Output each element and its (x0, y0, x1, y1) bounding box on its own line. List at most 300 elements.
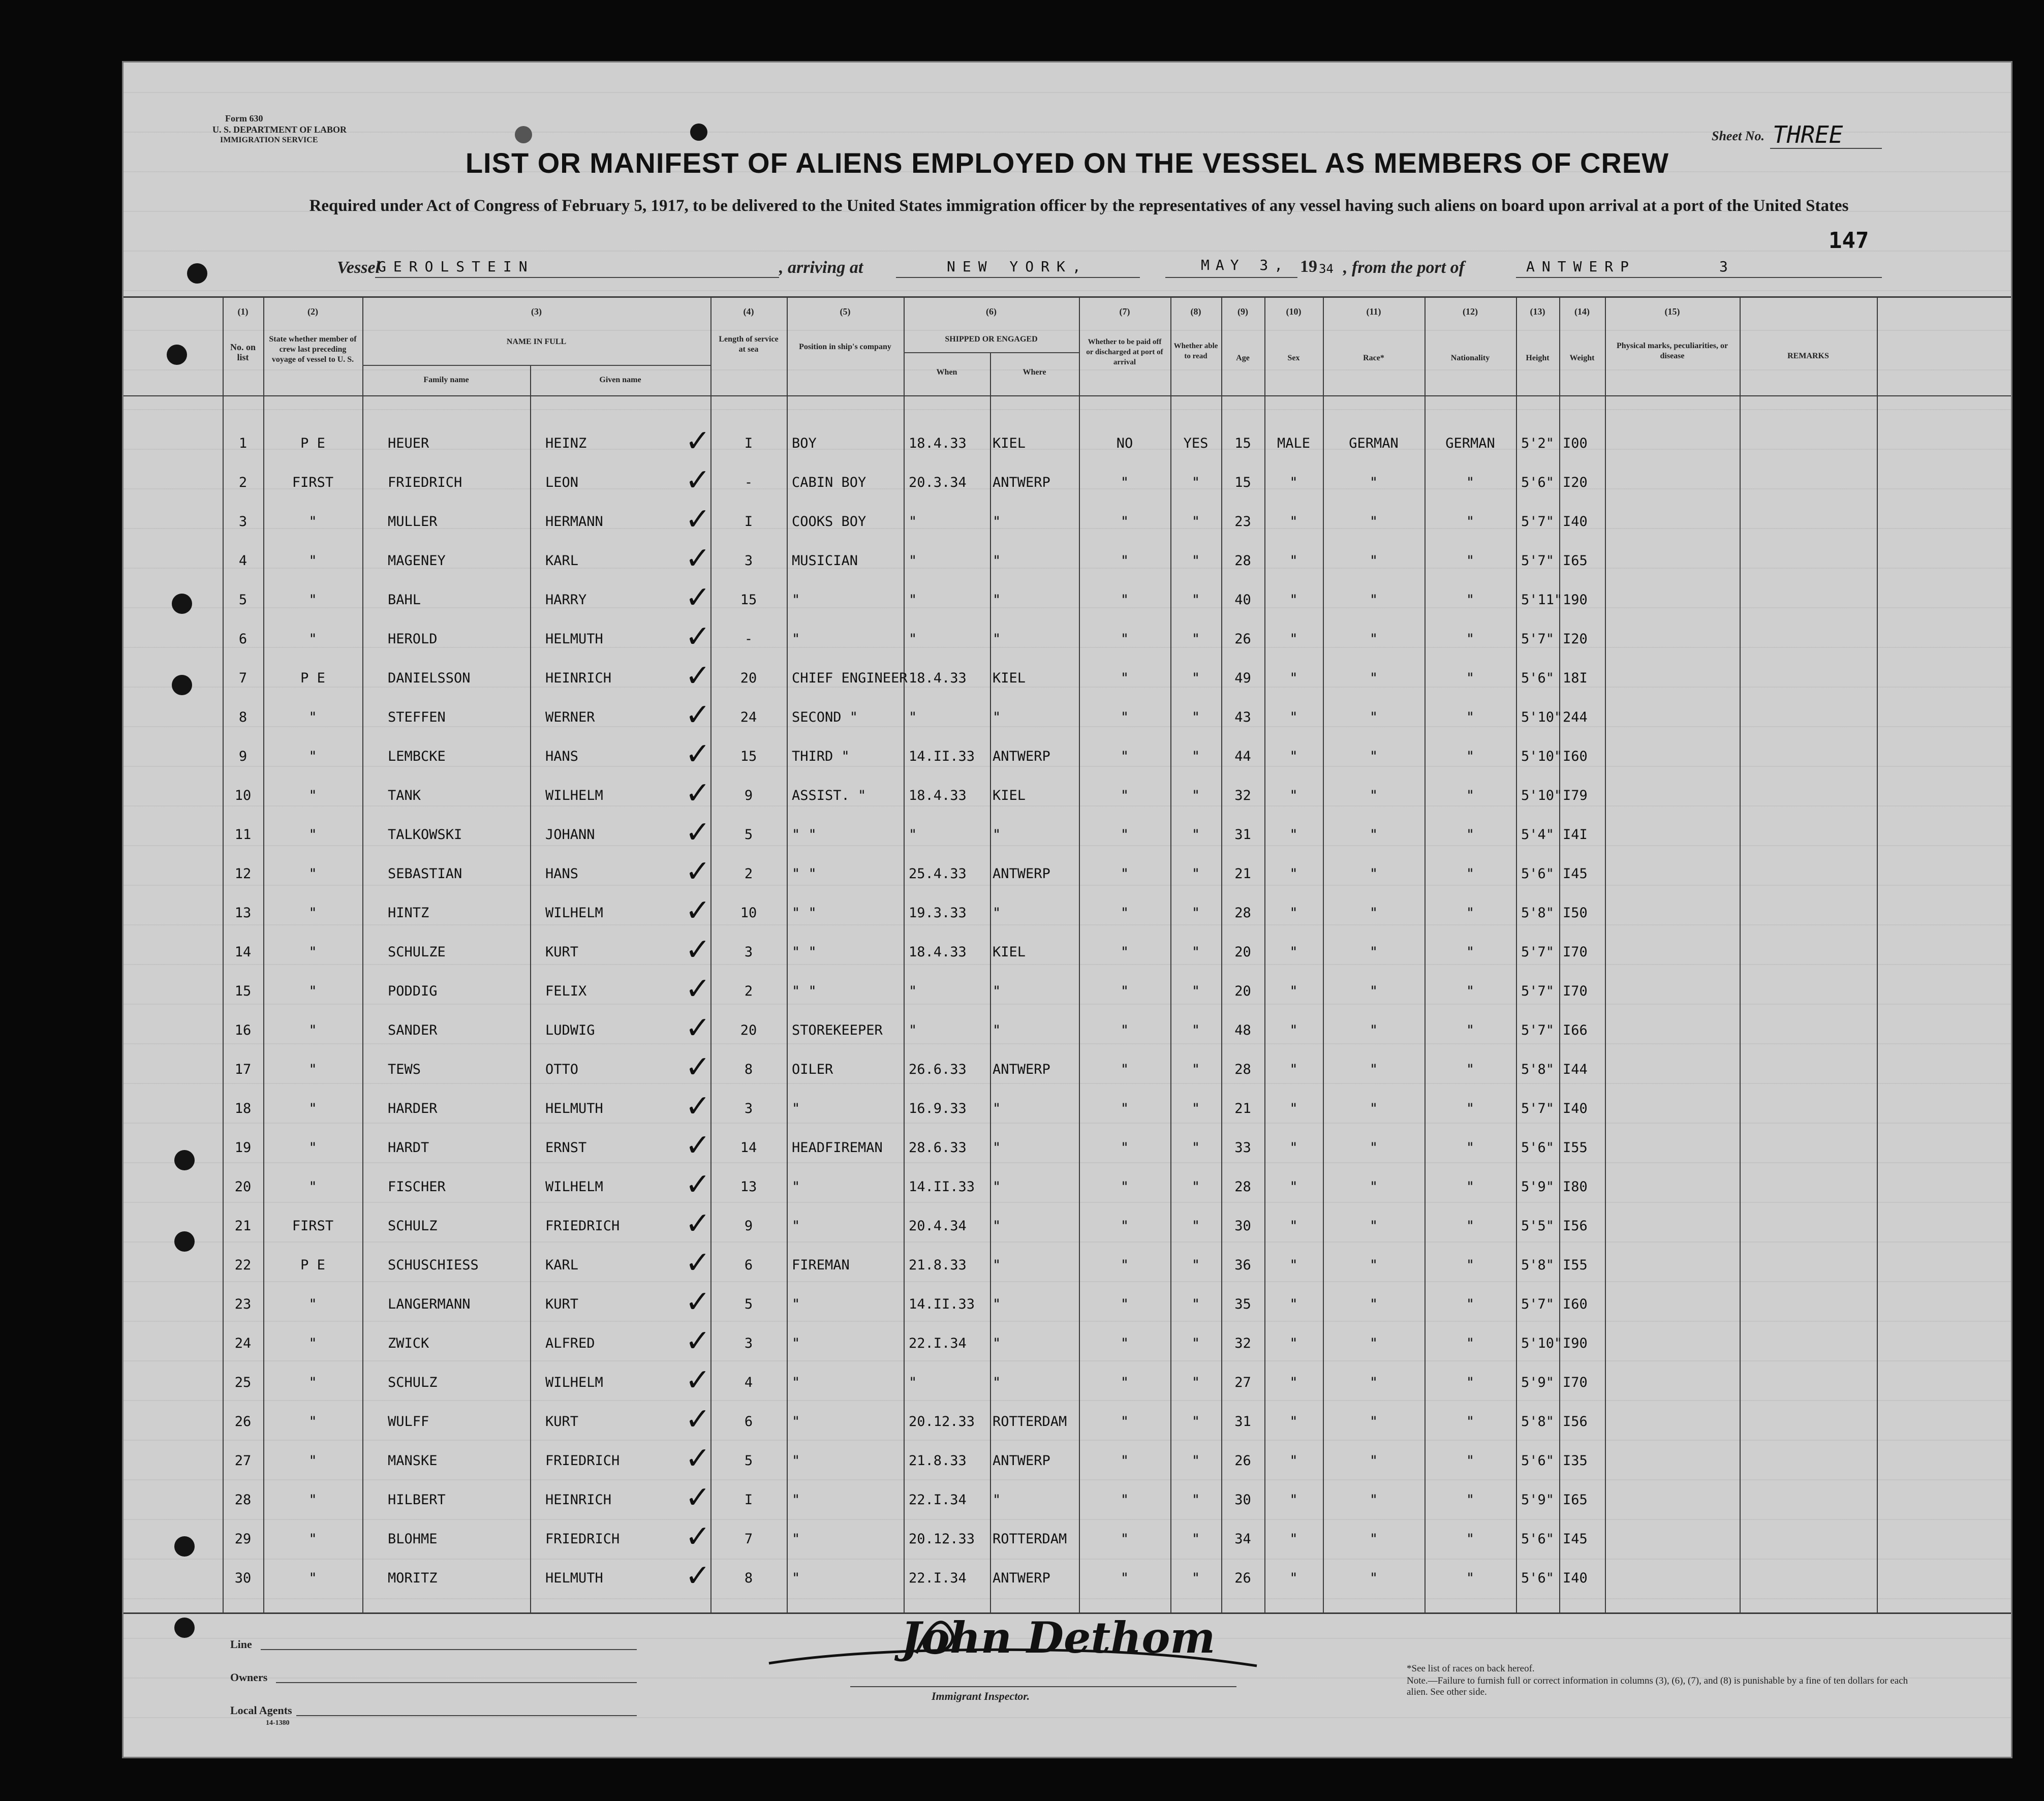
shipped-when-cell: 21.8.33 (909, 1257, 967, 1273)
paid-off-cell: " (1120, 1453, 1129, 1469)
penalty-note: Note.—Failure to furnish full or correct information in columns (3), (6), (7), and (8) is punishable by a fine of ten dollars for each alien. See other side. (1407, 1675, 1908, 1697)
from-port-underline (1516, 277, 1882, 278)
height-cell: 5'4" (1521, 827, 1555, 843)
family-name-cell: TANK (388, 788, 421, 803)
given-name-cell: JOHANN (545, 827, 595, 843)
position-cell: " (792, 1453, 800, 1469)
able-to-read-cell: " (1191, 905, 1200, 921)
family-name-cell: WULFF (388, 1414, 429, 1430)
race-cell: " (1369, 1492, 1378, 1508)
position-cell: " " (792, 866, 817, 882)
paid-off-cell: " (1120, 1140, 1129, 1156)
check-mark-icon: ✓ (685, 423, 711, 459)
position-cell: THIRD " (792, 749, 850, 764)
crew-status-cell: " (308, 749, 317, 764)
shipped-where-cell: ANTWERP (993, 1062, 1050, 1077)
check-mark-icon: ✓ (685, 462, 711, 498)
race-cell: " (1369, 1179, 1378, 1195)
height-cell: 5'8" (1521, 1062, 1555, 1077)
age-cell: 34 (1234, 1531, 1251, 1547)
able-to-read-cell: " (1191, 788, 1200, 803)
nationality-cell: " (1466, 514, 1475, 530)
check-mark-icon: ✓ (685, 932, 711, 968)
height-cell: 5'5" (1521, 1218, 1555, 1234)
family-name-cell: SCHULZ (388, 1375, 438, 1390)
paid-off-cell: " (1120, 827, 1129, 843)
race-cell: " (1369, 1570, 1378, 1586)
shipped-when-cell: " (909, 983, 917, 999)
sex-cell: " (1289, 866, 1298, 882)
shipped-when-cell: " (909, 553, 917, 569)
table-row (123, 1089, 2011, 1133)
weight-cell: I55 (1563, 1140, 1588, 1156)
paid-off-cell: " (1120, 1218, 1129, 1234)
family-name-cell: LEMBCKE (388, 749, 446, 764)
header-shipped-or-engaged: SHIPPED OR ENGAGED (945, 335, 1038, 344)
shipped-where-cell: " (993, 514, 1001, 530)
position-cell: " (792, 1414, 800, 1430)
shipped-where-cell: KIEL (993, 436, 1026, 451)
race-cell: " (1369, 1414, 1378, 1430)
given-name-cell: FELIX (545, 983, 587, 999)
sex-cell: " (1289, 1101, 1298, 1116)
check-mark-icon: ✓ (685, 1128, 711, 1163)
table-row (123, 1323, 2011, 1368)
race-cell: " (1369, 749, 1378, 764)
sex-cell: " (1289, 1414, 1298, 1430)
nationality-cell: " (1466, 1336, 1475, 1351)
paid-off-cell: " (1120, 592, 1129, 608)
col-number: (9) (1237, 306, 1248, 317)
family-name-cell: BLOHME (388, 1531, 438, 1547)
able-to-read-cell: " (1191, 866, 1200, 882)
nationality-cell: " (1466, 944, 1475, 960)
nationality-cell: " (1466, 1414, 1475, 1430)
position-cell: CHIEF ENGINEER (792, 670, 908, 686)
race-cell: " (1369, 1101, 1378, 1116)
nationality-cell: " (1466, 709, 1475, 725)
height-cell: 5'8" (1521, 1414, 1555, 1430)
row-number-cell: 26 (234, 1414, 252, 1430)
able-to-read-cell: " (1191, 1570, 1200, 1586)
height-cell: 5'7" (1521, 1296, 1555, 1312)
crew-status-cell: " (308, 1140, 317, 1156)
service-length-cell: 3 (744, 553, 753, 569)
given-name-cell: KURT (545, 1296, 579, 1312)
shipped-when-cell: 20.12.33 (909, 1414, 975, 1430)
family-name-cell: SCHULZ (388, 1218, 438, 1234)
given-name-cell: HANS (545, 749, 579, 764)
col-number: (15) (1664, 306, 1680, 317)
height-cell: 5'9" (1521, 1375, 1555, 1390)
able-to-read-cell: " (1191, 749, 1200, 764)
check-mark-icon: ✓ (685, 736, 711, 772)
row-number-cell: 12 (234, 866, 252, 882)
check-mark-icon: ✓ (685, 1089, 711, 1124)
weight-cell: I66 (1563, 1022, 1588, 1038)
sex-cell: " (1289, 1296, 1298, 1312)
check-mark-icon: ✓ (685, 502, 711, 537)
check-mark-icon: ✓ (685, 619, 711, 655)
position-cell: ASSIST. " (792, 788, 866, 803)
weight-cell: I79 (1563, 788, 1588, 803)
race-cell: " (1369, 670, 1378, 686)
table-row (123, 1010, 2011, 1054)
height-cell: 5'6" (1521, 1140, 1555, 1156)
shipped-when-cell: 22.I.34 (909, 1336, 967, 1351)
nationality-cell: " (1466, 1296, 1475, 1312)
sex-cell: " (1289, 944, 1298, 960)
shipped-when-cell: 20.3.34 (909, 475, 967, 490)
age-cell: 32 (1234, 788, 1251, 803)
able-to-read-cell: " (1191, 1022, 1200, 1038)
shipped-when-cell: 14.II.33 (909, 1296, 975, 1312)
header-position: Position in ship's company (799, 343, 891, 351)
check-mark-icon: ✓ (685, 1519, 711, 1555)
sex-cell: " (1289, 827, 1298, 843)
table-row (123, 502, 2011, 546)
from-port-label: , from the port of (1343, 258, 1465, 277)
weight-cell: I00 (1563, 436, 1588, 451)
table-row (123, 1519, 2011, 1563)
able-to-read-cell: " (1191, 944, 1200, 960)
header-physical-marks: Physical marks, peculiarities, or disease (1616, 341, 1728, 360)
family-name-cell: TALKOWSKI (388, 827, 462, 843)
race-note: *See list of races on back hereof. (1407, 1663, 1535, 1674)
given-name-cell: FRIEDRICH (545, 1531, 620, 1547)
crew-status-cell: " (308, 944, 317, 960)
sex-cell: " (1289, 475, 1298, 490)
service-length-cell: 6 (744, 1257, 753, 1273)
able-to-read-cell: " (1191, 1179, 1200, 1195)
col-number: (13) (1530, 306, 1545, 317)
nationality-cell: " (1466, 1022, 1475, 1038)
height-cell: 5'6" (1521, 475, 1555, 490)
height-cell: 5'7" (1521, 514, 1555, 530)
family-name-cell: SCHUSCHIESS (388, 1257, 479, 1273)
race-cell: " (1369, 1375, 1378, 1390)
header-paid-off: Whether to be paid off or discharged at port of arrival (1086, 338, 1163, 366)
header-sex: Sex (1287, 354, 1300, 362)
row-number-cell: 17 (234, 1062, 252, 1077)
sex-cell: " (1289, 631, 1298, 647)
service-length-cell: 9 (744, 788, 753, 803)
table-row (123, 854, 2011, 898)
height-cell: 5'8" (1521, 1257, 1555, 1273)
family-name-cell: HARDER (388, 1101, 438, 1116)
position-cell: " (792, 1179, 800, 1195)
race-cell: " (1369, 592, 1378, 608)
given-name-cell: HELMUTH (545, 1101, 603, 1116)
position-cell: " " (792, 905, 817, 921)
shipped-when-cell: " (909, 827, 917, 843)
service-length-cell: 8 (744, 1570, 753, 1586)
age-cell: 36 (1234, 1257, 1251, 1273)
table-top-border (123, 296, 2011, 298)
paid-off-cell: " (1120, 866, 1129, 882)
check-mark-icon: ✓ (685, 580, 711, 615)
header-able-to-read: Whether able to read (1173, 342, 1218, 360)
given-name-cell: KURT (545, 944, 579, 960)
shipped-where-cell: ANTWERP (993, 1453, 1050, 1469)
family-name-cell: HINTZ (388, 905, 429, 921)
position-cell: " (792, 1336, 800, 1351)
shipped-when-cell: 16.9.33 (909, 1101, 967, 1116)
age-cell: 27 (1234, 1375, 1251, 1390)
able-to-read-cell: " (1191, 1062, 1200, 1077)
service-length-cell: I (744, 514, 753, 530)
height-cell: 5'11" (1521, 592, 1563, 608)
sex-cell: " (1289, 1375, 1298, 1390)
able-to-read-cell: " (1191, 1375, 1200, 1390)
check-mark-icon: ✓ (685, 775, 711, 811)
weight-cell: I70 (1563, 983, 1588, 999)
shipped-where-cell: " (993, 553, 1001, 569)
weight-cell: I35 (1563, 1453, 1588, 1469)
row-number-cell: 18 (234, 1101, 252, 1116)
age-cell: 32 (1234, 1336, 1251, 1351)
given-name-cell: FRIEDRICH (545, 1218, 620, 1234)
punch-hole (515, 126, 532, 143)
paid-off-cell: " (1120, 514, 1129, 530)
paid-off-cell: " (1120, 709, 1129, 725)
col-number: (8) (1190, 306, 1201, 317)
shipped-where-cell: " (993, 1296, 1001, 1312)
race-cell: " (1369, 944, 1378, 960)
shipped-where-cell: " (993, 1492, 1001, 1508)
crew-status-cell: " (308, 866, 317, 882)
nationality-cell: " (1466, 1570, 1475, 1586)
header-race: Race* (1363, 354, 1384, 362)
given-name-cell: HELMUTH (545, 1570, 603, 1586)
table-row (123, 1441, 2011, 1485)
paid-off-cell: " (1120, 788, 1129, 803)
table-row (123, 619, 2011, 663)
header-no-on-list: No. on list (230, 342, 256, 362)
check-mark-icon: ✓ (685, 1049, 711, 1085)
crew-status-cell: P E (300, 1257, 325, 1273)
race-cell: " (1369, 475, 1378, 490)
col-number: (1) (237, 306, 249, 317)
height-cell: 5'6" (1521, 1570, 1555, 1586)
line-label: Line (230, 1638, 252, 1651)
table-row (123, 541, 2011, 585)
family-name-cell: HILBERT (388, 1492, 446, 1508)
shipped-when-cell: 21.8.33 (909, 1453, 967, 1469)
col-number: (7) (1119, 306, 1130, 317)
family-name-cell: BAHL (388, 592, 421, 608)
age-cell: 20 (1234, 944, 1251, 960)
height-cell: 5'7" (1521, 553, 1555, 569)
weight-cell: I20 (1563, 475, 1588, 490)
check-mark-icon: ✓ (685, 1362, 711, 1398)
position-cell: SECOND " (792, 709, 858, 725)
row-number-cell: 29 (234, 1531, 252, 1547)
position-cell: COOKS BOY (792, 514, 866, 530)
header-nationality: Nationality (1450, 354, 1490, 362)
service-length-cell: 13 (740, 1179, 757, 1195)
service-length-cell: I (744, 1492, 753, 1508)
check-mark-icon: ✓ (685, 1480, 711, 1515)
service-length-cell: 8 (744, 1062, 753, 1077)
given-name-cell: WILHELM (545, 905, 603, 921)
given-name-cell: ALFRED (545, 1336, 595, 1351)
weight-cell: I40 (1563, 514, 1588, 530)
family-name-cell: SEBASTIAN (388, 866, 462, 882)
paid-off-cell: " (1120, 1257, 1129, 1273)
age-cell: 30 (1234, 1218, 1251, 1234)
paid-off-cell: " (1120, 670, 1129, 686)
paid-off-cell: " (1120, 475, 1129, 490)
row-number-cell: 30 (234, 1570, 252, 1586)
sex-cell: " (1289, 1336, 1298, 1351)
crew-status-cell: " (308, 1453, 317, 1469)
crew-status-cell: " (308, 983, 317, 999)
position-cell: HEADFIREMAN (792, 1140, 883, 1156)
sex-cell: " (1289, 514, 1298, 530)
vessel-underline (375, 277, 779, 278)
age-cell: 28 (1234, 1179, 1251, 1195)
position-cell: " (792, 1492, 800, 1508)
nationality-cell: " (1466, 827, 1475, 843)
row-number-cell: 27 (234, 1453, 252, 1469)
height-cell: 5'6" (1521, 670, 1555, 686)
service-length-cell: 5 (744, 827, 753, 843)
age-cell: 40 (1234, 592, 1251, 608)
table-row (123, 1284, 2011, 1328)
service-length-cell: 10 (740, 905, 757, 921)
position-cell: CABIN BOY (792, 475, 866, 490)
service-length-cell: - (744, 631, 753, 647)
year-prefix: 19 (1300, 257, 1317, 276)
crew-status-cell: " (308, 1296, 317, 1312)
shipped-where-cell: " (993, 1101, 1001, 1116)
paid-off-cell: " (1120, 905, 1129, 921)
shipped-where-cell: " (993, 631, 1001, 647)
table-row (123, 971, 2011, 1015)
table-row (123, 1362, 2011, 1407)
manifest-sheet (122, 61, 2012, 1758)
col-number: (11) (1366, 306, 1381, 317)
row-number-cell: 13 (234, 905, 252, 921)
service-length-cell: 15 (740, 749, 757, 764)
able-to-read-cell: YES (1183, 436, 1209, 451)
age-cell: 49 (1234, 670, 1251, 686)
given-name-cell: LEON (545, 475, 579, 490)
nationality-cell: " (1466, 1179, 1475, 1195)
paid-off-cell: " (1120, 983, 1129, 999)
age-cell: 15 (1234, 475, 1251, 490)
age-cell: 31 (1234, 827, 1251, 843)
inspector-underline (850, 1686, 1236, 1687)
paid-off-cell: " (1120, 1531, 1129, 1547)
nationality-cell: " (1466, 631, 1475, 647)
check-mark-icon: ✓ (685, 1558, 711, 1594)
position-cell: " (792, 592, 800, 608)
weight-cell: I70 (1563, 1375, 1588, 1390)
able-to-read-cell: " (1191, 514, 1200, 530)
given-name-cell: OTTO (545, 1062, 579, 1077)
age-cell: 44 (1234, 749, 1251, 764)
shipped-when-cell: 20.4.34 (909, 1218, 967, 1234)
given-name-cell: HELMUTH (545, 631, 603, 647)
age-cell: 31 (1234, 1414, 1251, 1430)
crew-status-cell: " (308, 514, 317, 530)
shipped-when-cell: 18.4.33 (909, 788, 967, 803)
table-row (123, 580, 2011, 624)
shipped-when-cell: 18.4.33 (909, 670, 967, 686)
race-cell: " (1369, 1140, 1378, 1156)
row-number-cell: 3 (238, 514, 247, 530)
arriving-label: , arriving at (779, 258, 863, 277)
crew-status-cell: " (308, 827, 317, 843)
header-weight: Weight (1569, 354, 1595, 362)
family-name-cell: LANGERMANN (388, 1296, 471, 1312)
race-cell: " (1369, 1453, 1378, 1469)
family-name-cell: FISCHER (388, 1179, 446, 1195)
position-cell: " (792, 1296, 800, 1312)
crew-status-cell: " (308, 1179, 317, 1195)
weight-cell: I60 (1563, 749, 1588, 764)
row-number-cell: 15 (234, 983, 252, 999)
position-cell: " " (792, 983, 817, 999)
vessel-label: Vessel (337, 258, 380, 277)
table-row (123, 1480, 2011, 1524)
family-name-cell: HARDT (388, 1140, 429, 1156)
shipped-where-cell: " (993, 983, 1001, 999)
given-name-cell: HEINRICH (545, 670, 612, 686)
service-length-cell: 9 (744, 1218, 753, 1234)
shipped-where-cell: ANTWERP (993, 749, 1050, 764)
row-number-cell: 8 (238, 709, 247, 725)
crew-status-cell: " (308, 1492, 317, 1508)
sex-cell: " (1289, 1022, 1298, 1038)
table-row (123, 697, 2011, 741)
service-length-cell: 20 (740, 1022, 757, 1038)
row-number-cell: 21 (234, 1218, 252, 1234)
shipped-when-cell: " (909, 709, 917, 725)
nationality-cell: " (1466, 1140, 1475, 1156)
crew-status-cell: " (308, 905, 317, 921)
nationality-cell: " (1466, 749, 1475, 764)
able-to-read-cell: " (1191, 1257, 1200, 1273)
nationality-cell: " (1466, 1453, 1475, 1469)
family-name-cell: SANDER (388, 1022, 438, 1038)
able-to-read-cell: " (1191, 827, 1200, 843)
shipped-where-cell: ANTWERP (993, 866, 1050, 882)
row-number-cell: 11 (234, 827, 252, 843)
service-length-cell: 7 (744, 1531, 753, 1547)
service-length-cell: 3 (744, 1101, 753, 1116)
sex-cell: " (1289, 553, 1298, 569)
paid-off-cell: " (1120, 1296, 1129, 1312)
table-row (123, 658, 2011, 702)
service-length-cell: 14 (740, 1140, 757, 1156)
age-cell: 28 (1234, 905, 1251, 921)
shipped-where-cell: " (993, 905, 1001, 921)
crew-status-cell: " (308, 1414, 317, 1430)
given-name-cell: HEINZ (545, 436, 587, 451)
shipped-when-cell: 18.4.33 (909, 436, 967, 451)
header-height: Height (1526, 354, 1550, 362)
col-number: (14) (1574, 306, 1590, 317)
row-number-cell: 9 (238, 749, 247, 764)
weight-cell: I70 (1563, 944, 1588, 960)
paid-off-cell: " (1120, 944, 1129, 960)
height-cell: 5'10" (1521, 709, 1563, 725)
shipped-where-cell: " (993, 709, 1001, 725)
line-underline (261, 1649, 637, 1650)
